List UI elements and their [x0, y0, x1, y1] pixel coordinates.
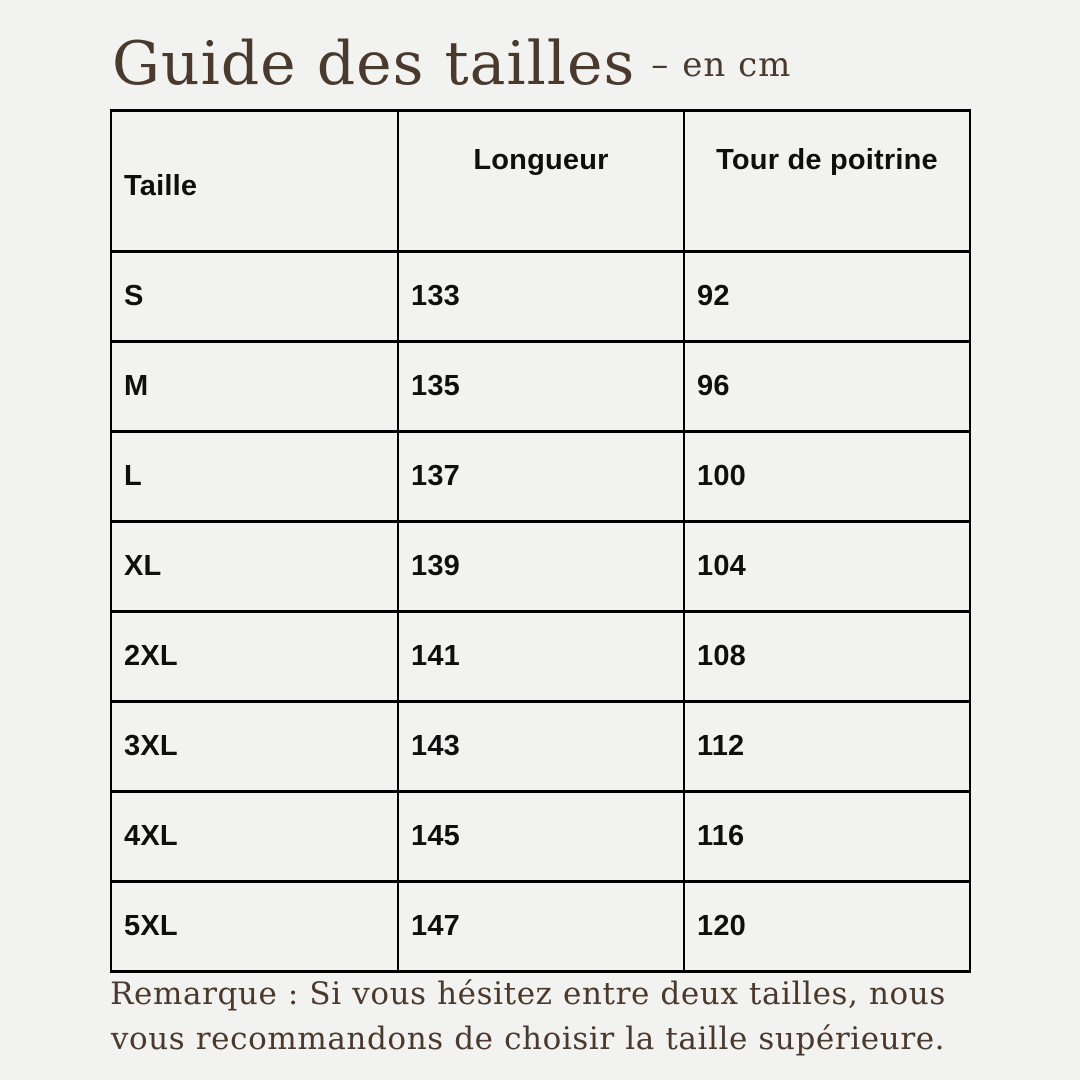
cell-taille: 4XL: [111, 792, 398, 882]
page-title-text: Guide des tailles: [112, 29, 636, 99]
cell-taille: 5XL: [111, 882, 398, 972]
column-header-tour-de-poitrine: Tour de poitrine: [684, 111, 970, 252]
header-row: [111, 111, 970, 252]
cell-taille: S: [111, 252, 398, 342]
cell-taille: M: [111, 342, 398, 432]
size-table-header: [111, 111, 970, 252]
cell-longueur: 133: [398, 252, 684, 342]
cell-tour-de-poitrine: 112: [684, 702, 970, 792]
cell-longueur: 137: [398, 432, 684, 522]
cell-longueur: 145: [398, 792, 684, 882]
cell-longueur: 135: [398, 342, 684, 432]
table-row: [111, 702, 970, 792]
cell-tour-de-poitrine: 116: [684, 792, 970, 882]
column-header-longueur: Longueur: [398, 111, 684, 252]
table-row: [111, 612, 970, 702]
table-row: [111, 432, 970, 522]
column-header-taille: Taille: [111, 111, 398, 252]
cell-longueur: 141: [398, 612, 684, 702]
table-row: [111, 522, 970, 612]
table-row: [111, 882, 970, 972]
title-dash: –: [651, 45, 669, 85]
title-unit: en cm: [682, 45, 792, 85]
cell-tour-de-poitrine: 108: [684, 612, 970, 702]
table-row: [111, 252, 970, 342]
cell-taille: 3XL: [111, 702, 398, 792]
cell-taille: 2XL: [111, 612, 398, 702]
table-row: [111, 342, 970, 432]
size-note-line1: Remarque : Si vous hésitez entre deux tailles, nous: [110, 976, 946, 1012]
cell-tour-de-poitrine: 100: [684, 432, 970, 522]
cell-longueur: 143: [398, 702, 684, 792]
cell-tour-de-poitrine: 92: [684, 252, 970, 342]
size-table-body: [111, 252, 970, 972]
size-note-line2: vous recommandons de choisir la taille supérieure.: [110, 1021, 946, 1057]
cell-longueur: 139: [398, 522, 684, 612]
cell-longueur: 147: [398, 882, 684, 972]
cell-taille: XL: [111, 522, 398, 612]
cell-tour-de-poitrine: 120: [684, 882, 970, 972]
page-title: [112, 28, 791, 100]
cell-tour-de-poitrine: 104: [684, 522, 970, 612]
cell-taille: L: [111, 432, 398, 522]
size-table: [110, 109, 971, 973]
cell-tour-de-poitrine: 96: [684, 342, 970, 432]
size-note: [0, 972, 1056, 1062]
table-row: [111, 792, 970, 882]
